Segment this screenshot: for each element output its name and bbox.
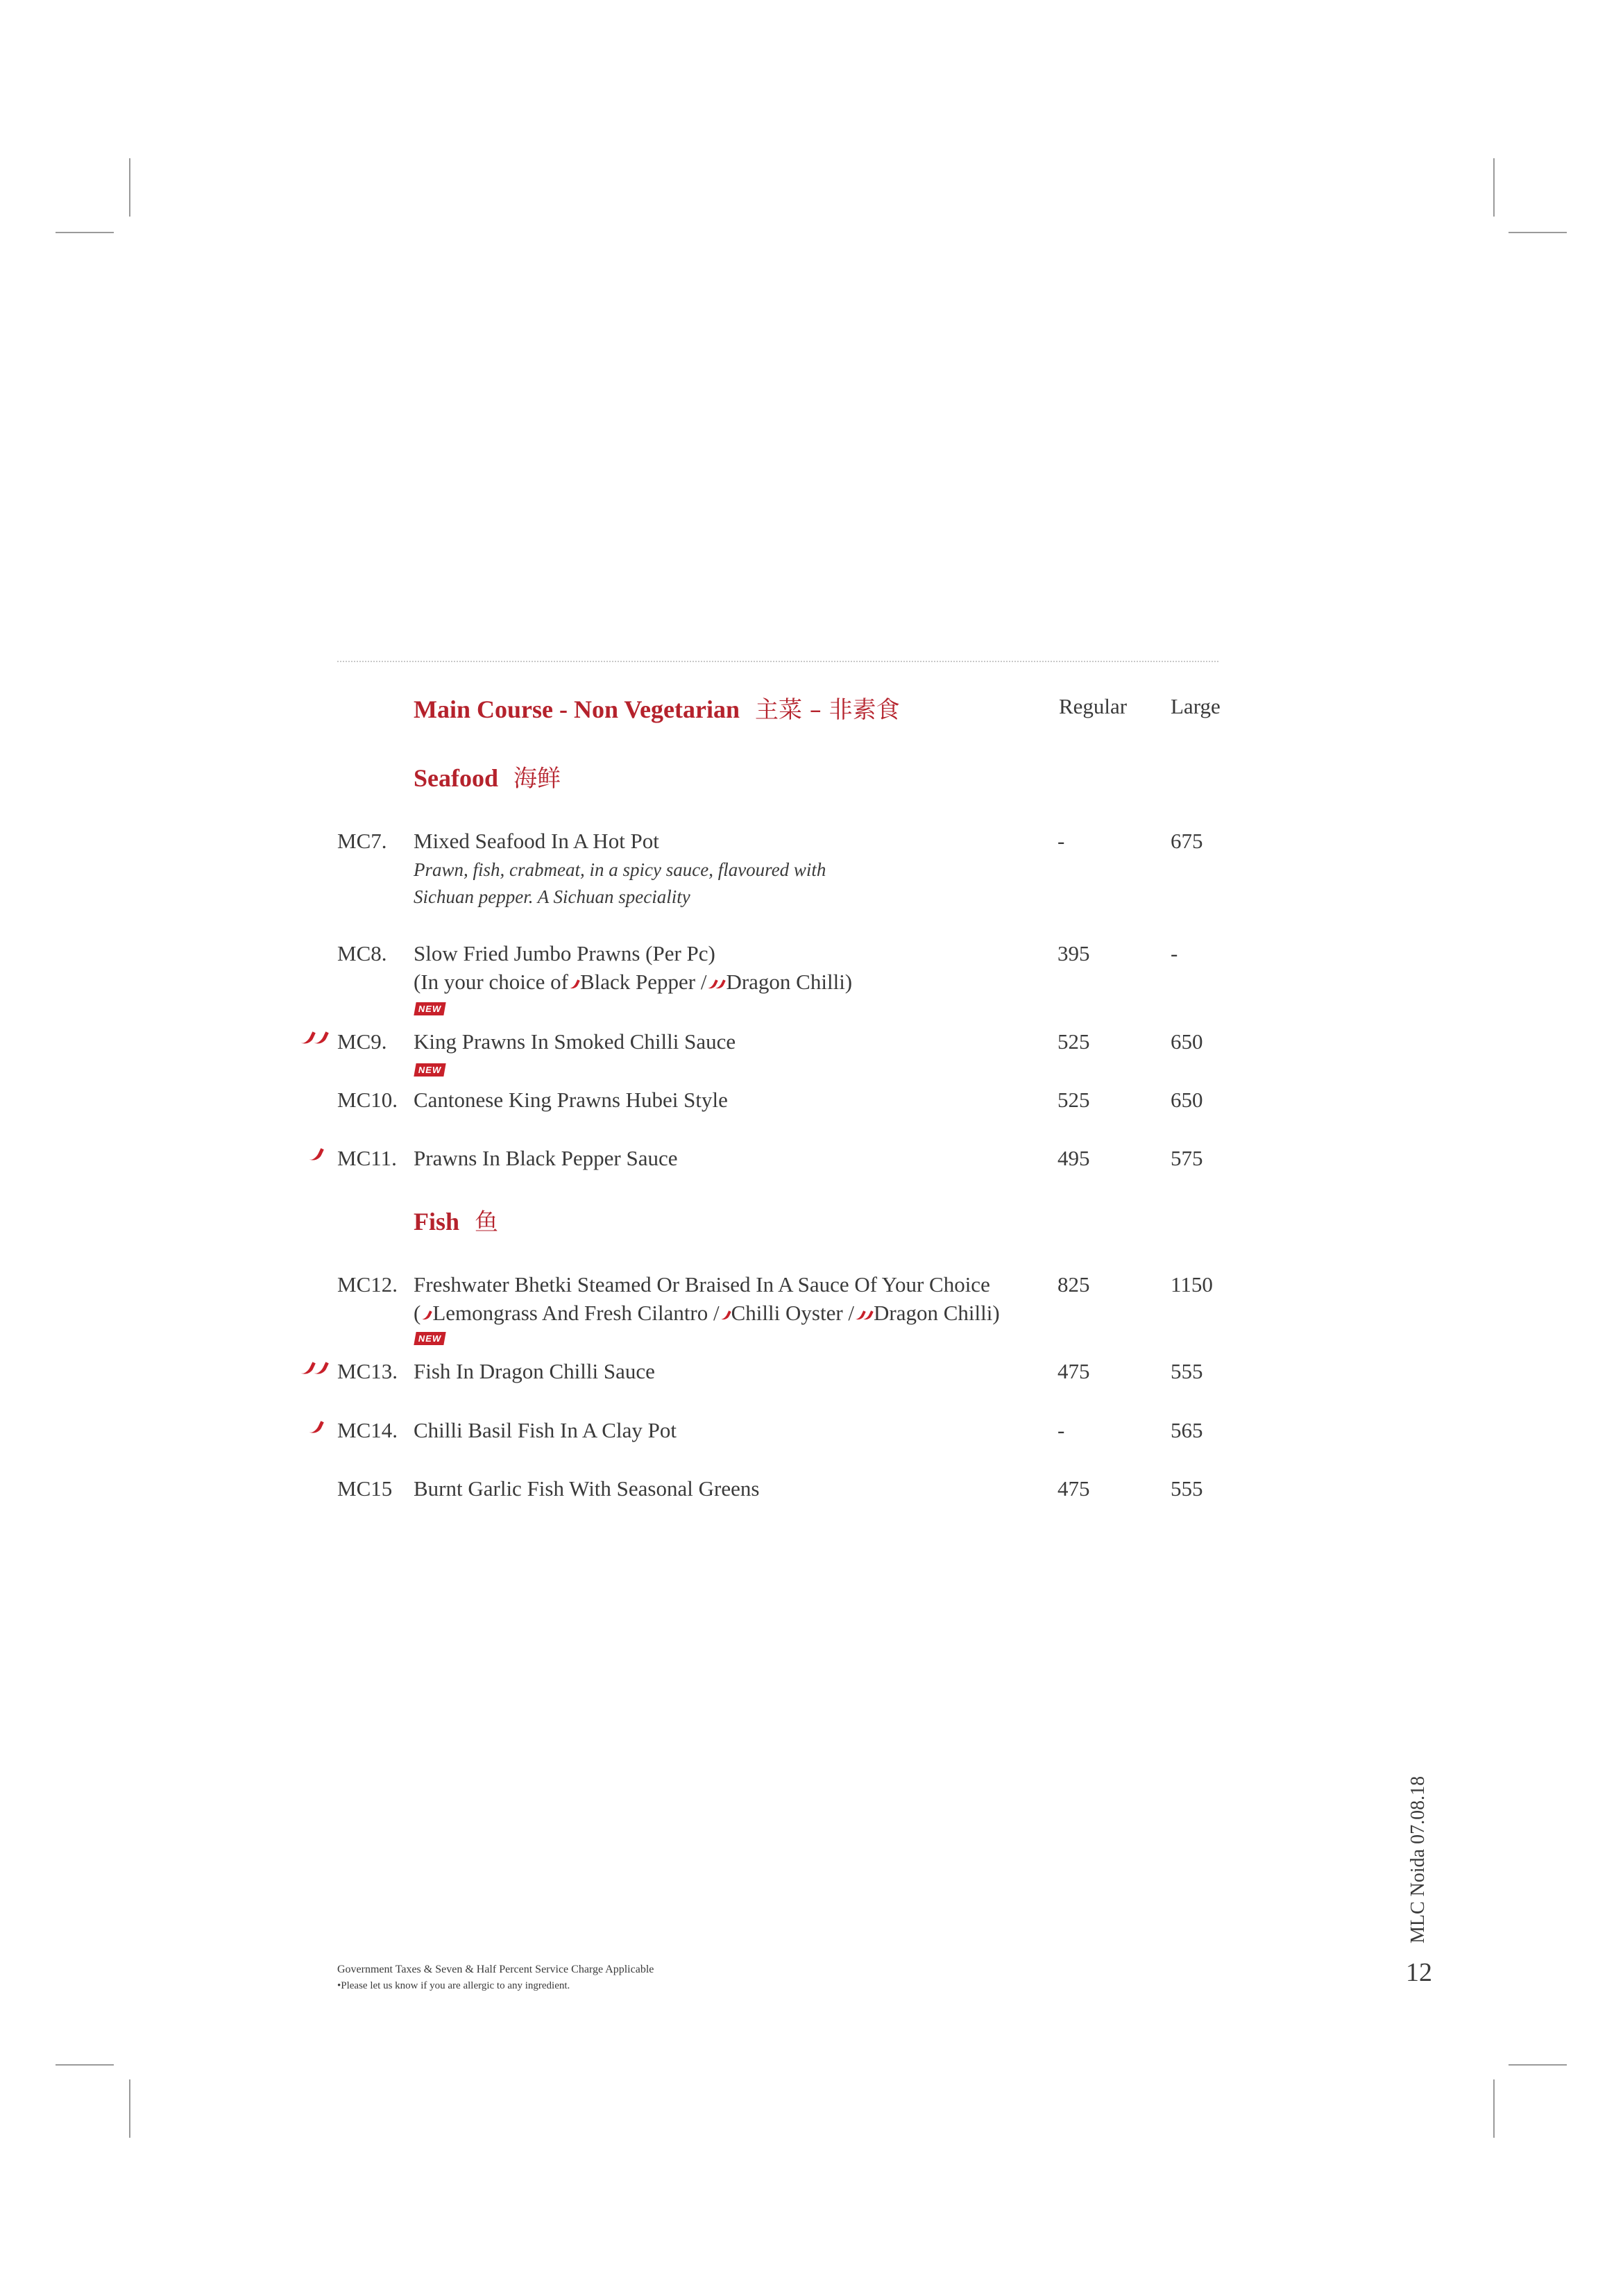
title-en: Main Course - Non Vegetarian [414,695,740,723]
section-title-fish [414,1203,498,1237]
crop-mark [56,2064,114,2066]
item-options [414,970,852,995]
title-cn: 主菜 – 非素食 [755,696,900,724]
crop-mark [1509,2064,1567,2066]
options-prefix: (In your choice of [414,970,568,994]
item-name: Burnt Garlic Fish With Seasonal Greens [414,1476,760,1501]
crop-mark [129,158,130,217]
item-name: Slow Fried Jumbo Prawns (Per Pc) [414,941,715,965]
column-header-regular: Regular [1059,694,1128,718]
item-options [414,1301,1000,1326]
price-regular: 395 [1057,941,1090,965]
item-description: Sichuan pepper. A Sichuan speciality [414,886,690,907]
chilli-icon [313,1029,329,1047]
chilli-icon [569,978,580,991]
crop-mark [56,232,114,233]
price-large: 555 [1171,1359,1203,1383]
chilli-icon [308,1418,324,1436]
item-name: Freshwater Bhetki Steamed Or Braised In A Sauce Of Your Choice [414,1272,990,1297]
new-badge: NEW [414,1002,446,1015]
spice-indicator [311,1419,324,1435]
crop-mark [129,2079,130,2138]
spice-indicator [311,1147,324,1162]
price-regular: 525 [1057,1029,1090,1054]
new-badge: NEW [414,1332,446,1345]
option-text: Dragon Chilli) [874,1301,1000,1325]
footer-allergy-note: •Please let us know if you are allergic to any ingredient. [337,1980,570,1991]
price-regular: 475 [1057,1359,1090,1383]
item-code: MC13. [337,1359,398,1383]
spice-indicator [303,1360,329,1376]
crop-mark [1493,158,1495,217]
page-title [414,691,900,725]
chilli-icon [300,1029,316,1047]
item-code: MC11. [337,1146,397,1170]
chilli-icon [300,1359,316,1377]
item-name: Chilli Basil Fish In A Clay Pot [414,1418,677,1442]
crop-mark [1493,2079,1495,2138]
price-large: 1150 [1171,1272,1213,1297]
section-name: Fish [414,1208,460,1235]
price-regular: 825 [1057,1272,1090,1297]
option-text: Lemongrass And Fresh Cilantro / [432,1301,720,1325]
price-regular: - [1057,829,1065,853]
chilli-icon [720,1309,731,1322]
item-code: MC9. [337,1029,387,1054]
option-text: Chilli Oyster / [731,1301,855,1325]
section-name-cn: 鱼 [475,1208,499,1236]
item-code: MC12. [337,1272,398,1297]
item-name: Mixed Seafood In A Hot Pot [414,829,659,853]
item-code: MC14. [337,1418,398,1442]
option-text: Dragon Chilli) [726,970,853,994]
item-code: MC10. [337,1088,398,1112]
price-large: 675 [1171,829,1203,853]
crop-mark [1509,232,1567,233]
item-code: MC8. [337,941,387,965]
item-name: Fish In Dragon Chilli Sauce [414,1359,655,1383]
item-name: Cantonese King Prawns Hubei Style [414,1088,728,1112]
section-title-seafood [414,759,561,793]
price-large: - [1171,941,1178,965]
price-regular: 475 [1057,1476,1090,1501]
item-name: King Prawns In Smoked Chilli Sauce [414,1029,736,1054]
section-name: Seafood [414,764,499,792]
price-large: 555 [1171,1476,1203,1501]
price-large: 650 [1171,1029,1203,1054]
new-badge: NEW [414,1063,446,1077]
item-description: Prawn, fish, crabmeat, in a spicy sauce, flavoured with [414,859,826,880]
chilli-icon [421,1309,432,1322]
divider [337,661,1218,662]
price-regular: 525 [1057,1088,1090,1112]
price-large: 565 [1171,1418,1203,1442]
item-code: MC15 [337,1476,393,1501]
chilli-icon [313,1359,329,1377]
price-large: 575 [1171,1146,1203,1170]
item-name: Prawns In Black Pepper Sauce [414,1146,678,1170]
price-regular: 495 [1057,1146,1090,1170]
footer-tax-note: Government Taxes & Seven & Half Percent Service Charge Applicable [337,1964,654,1975]
options-prefix: ( [414,1301,421,1325]
section-name-cn: 海鲜 [513,765,561,793]
option-text: Black Pepper / [579,970,707,994]
spice-indicator [303,1030,329,1045]
document-code: MLC Noida 07.08.18 [1407,1775,1429,1943]
column-header-large: Large [1171,694,1221,718]
price-regular: - [1057,1418,1065,1442]
page-number: 12 [1406,1958,1432,1987]
item-code: MC7. [337,829,387,853]
price-large: 650 [1171,1088,1203,1112]
chilli-icon [308,1145,324,1163]
